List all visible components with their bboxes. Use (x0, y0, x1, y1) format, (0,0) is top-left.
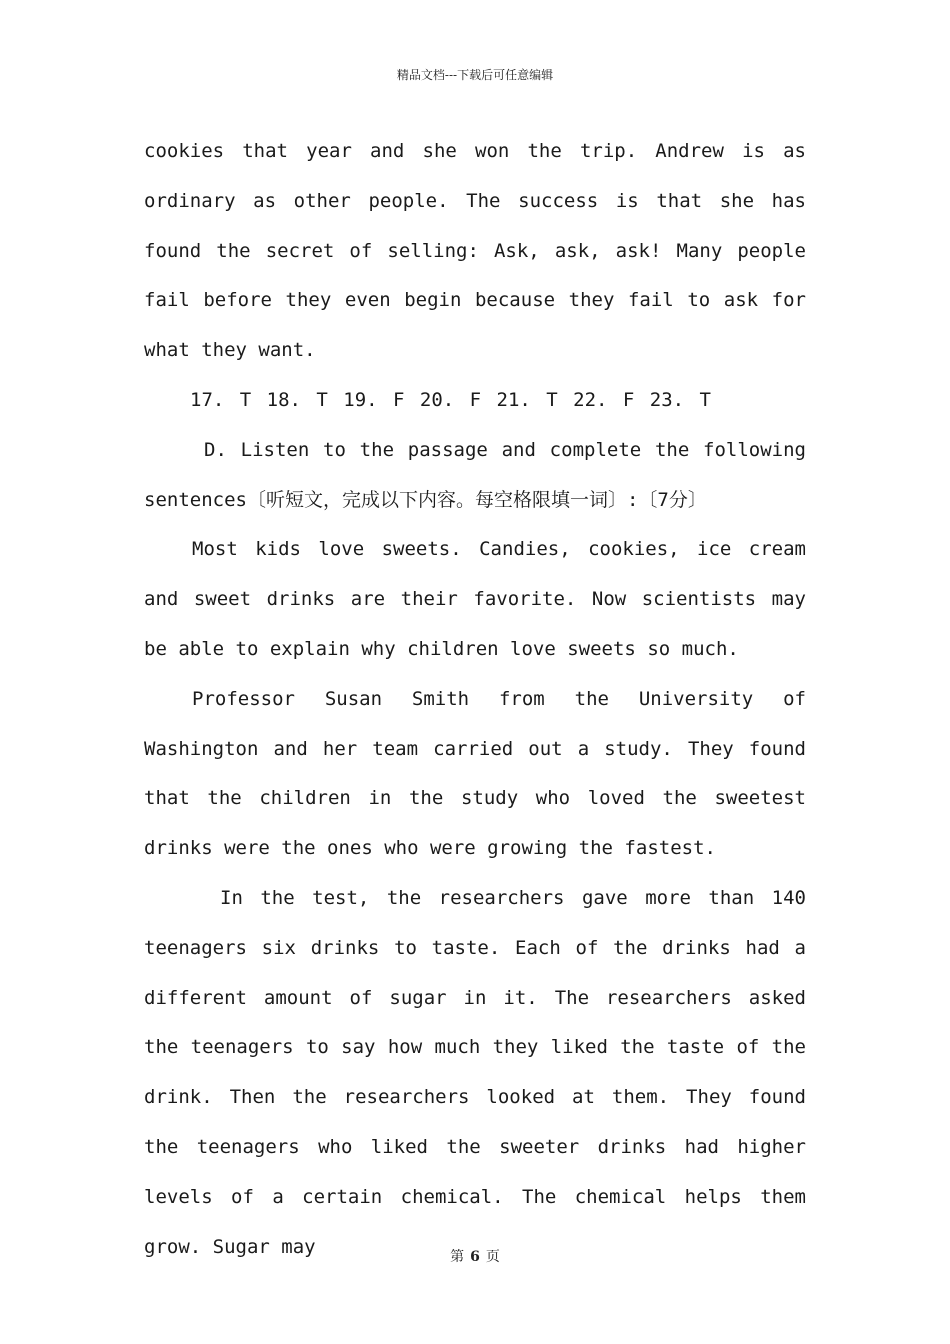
footer-suffix: 页 (485, 1249, 500, 1265)
continued-paragraph: cookies that year and she won the trip. Andrew is as ordinary as other people. The success is that she has found the secret of selling: Ask, ask, ask! Many people fail before they even begin because they fail to ask for what they want. (144, 140, 806, 362)
page-footer (0, 1246, 950, 1266)
page-number: 6 (470, 1249, 480, 1265)
page-header: 精品文档---下载后可任意编辑 (396, 68, 554, 82)
passage-paragraph-2: Professor Susan Smith from the University of Washington and her team carried out a study. They found that the children in the study who loved the sweetest drinks were the ones who were growing the fastest. (144, 687, 806, 860)
footer-prefix: 第 (450, 1249, 465, 1265)
answer-key: 17. T 18. T 19. F 20. F 21. T 22. F 23. T (190, 388, 711, 411)
passage-paragraph-3: In the test, the researchers gave more than 140 teenagers six drinks to taste. Each of the drinks had a different amount of sugar in it. The researchers asked the teenagers to say how much they liked the taste of the drink. Then the researchers looked at them. They found the teenagers who liked the sweeter drinks had higher levels of a certain chemical. The chemical helps them grow. Sugar may (144, 886, 806, 1258)
section-d-instructions: D. Listen to the passage and complete the following sentences〔听短文，完成以下内容。每空格限填一词〕:〔7分〕 (144, 438, 806, 511)
document-body (144, 127, 806, 1272)
passage-paragraph-1: Most kids love sweets. Candies, cookies, ice cream and sweet drinks are their favorite. Now scientists may be able to explain why children love sweets so much. (144, 538, 806, 660)
